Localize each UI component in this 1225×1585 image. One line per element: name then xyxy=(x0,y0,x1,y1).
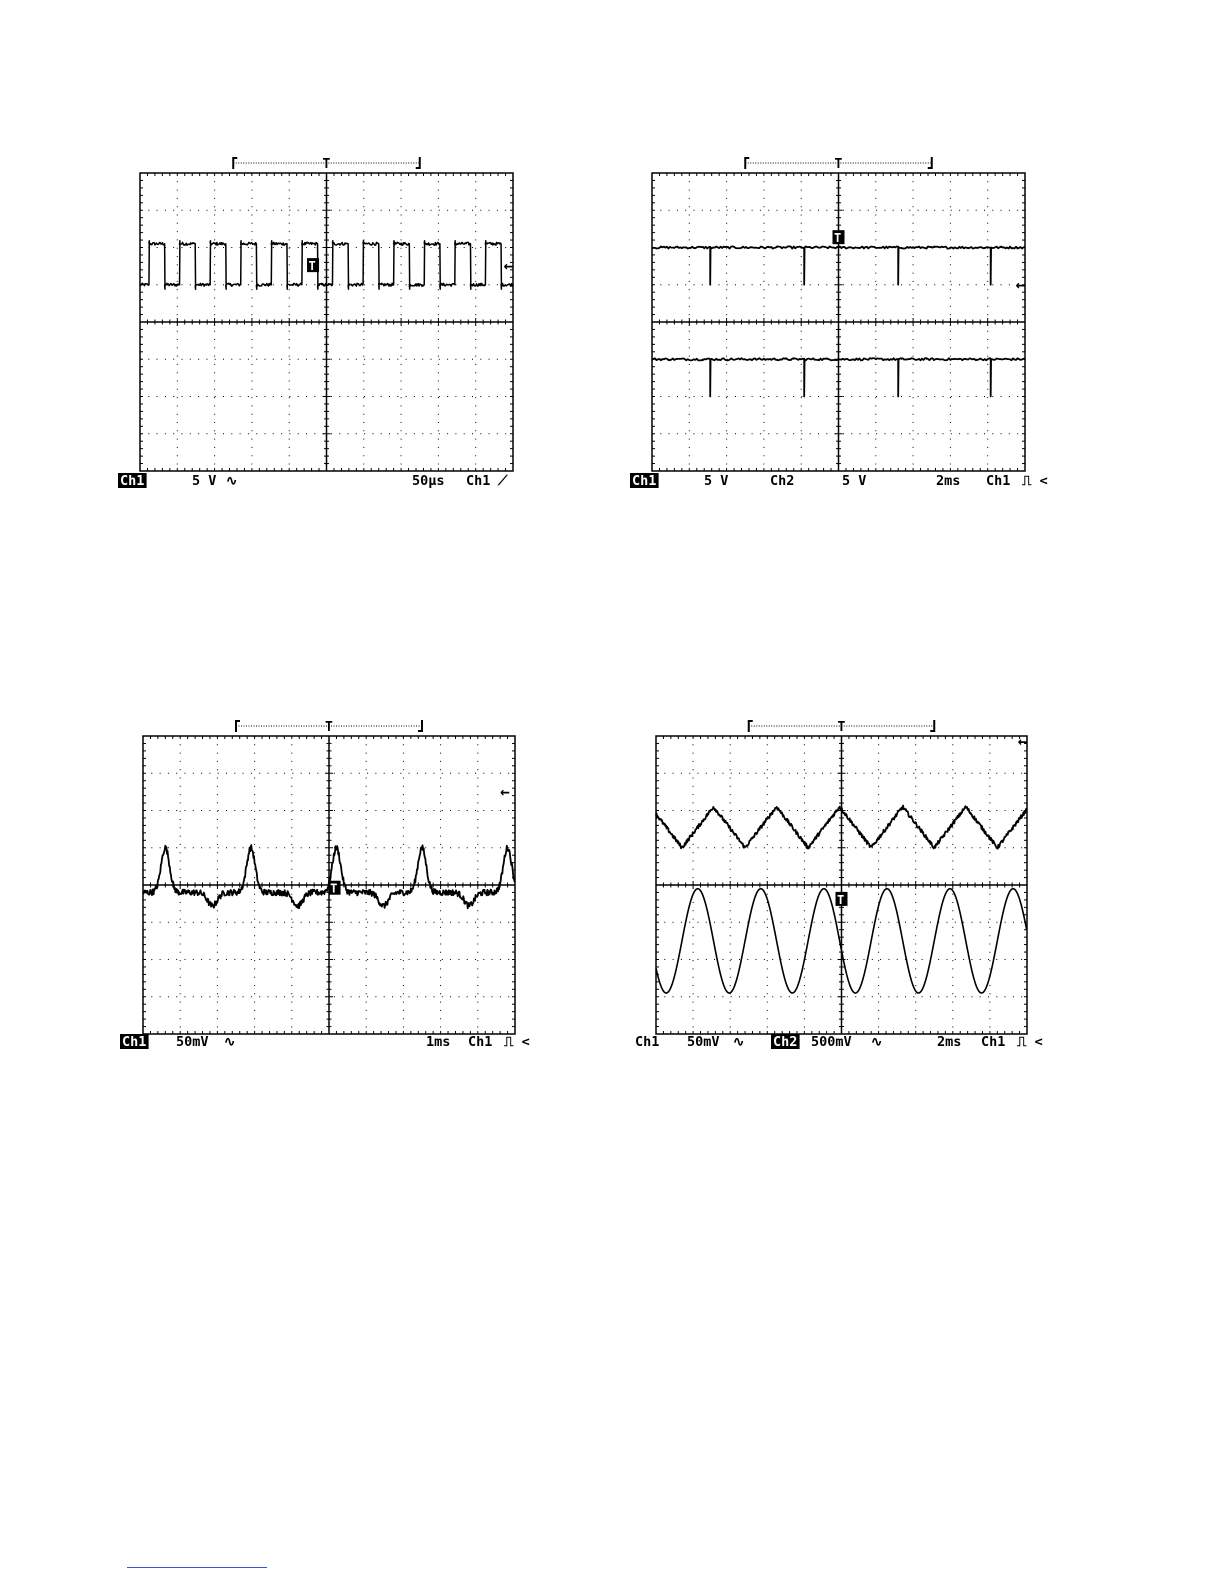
scope-3-trigger-level-marker xyxy=(329,881,341,896)
scope-2-svg xyxy=(630,155,1048,490)
scope-1-status-text: ⟋ xyxy=(498,473,508,489)
scope-2-status-text: Ch2 xyxy=(770,473,795,489)
scope-display-3 xyxy=(118,718,530,1053)
scope-1-ground-arrow-icon: ← xyxy=(503,256,514,276)
scope-2-status-text: 2ms xyxy=(936,473,961,489)
scope-1-svg xyxy=(118,155,523,490)
scope-4-status-text: Ch1 xyxy=(981,1034,1006,1050)
scope-2-status-text: ⎍ < xyxy=(1022,473,1048,489)
scope-4-status-text: Ch1 xyxy=(635,1034,660,1050)
scope-4-ground-arrow-icon: ← xyxy=(1017,731,1028,751)
scope-2-graticule xyxy=(652,173,1025,471)
scope-3-status-text: ∿ xyxy=(224,1034,236,1050)
scope-3-trigger-position-label: T xyxy=(325,720,333,735)
scope-2-trigger-position-label: T xyxy=(834,157,843,172)
scope-1-status-text: ∿ xyxy=(226,473,238,489)
svg-text:T: T xyxy=(330,881,338,896)
scope-3-status-text: 50mV xyxy=(176,1034,209,1050)
scope-3-status-text: Ch1 xyxy=(122,1034,147,1050)
scope-4-status-text: 50mV xyxy=(687,1034,720,1050)
scope-2-trigger-level-marker xyxy=(833,230,845,245)
scope-1-trigger-position-label: T xyxy=(322,157,331,172)
scope-display-1 xyxy=(118,155,523,490)
scope-3-ground-arrow-icon: ← xyxy=(500,781,510,801)
scope-2-status-text: 5 V xyxy=(842,473,867,489)
scope-display-2 xyxy=(630,155,1048,490)
scope-2-status-text: Ch1 xyxy=(632,473,657,489)
scope-1-status-bar xyxy=(118,473,509,489)
scope-3-trigger-bracket xyxy=(236,720,422,735)
scope-display-4 xyxy=(633,718,1045,1053)
scope-3-svg xyxy=(118,718,530,1053)
scope-1-status-text: 50µs xyxy=(412,473,445,489)
scope-4-status-text: 2ms xyxy=(937,1034,962,1050)
scope-4-status-text: ∿ xyxy=(871,1034,883,1050)
scope-4-graticule xyxy=(656,736,1027,1034)
scope-1-graticule xyxy=(140,173,513,471)
scope-3-status-text: 1ms xyxy=(426,1034,451,1050)
scope-4-status-text: ∿ xyxy=(733,1034,745,1050)
svg-text:T: T xyxy=(837,892,845,907)
svg-text:T: T xyxy=(308,259,316,274)
scope-4-status-bar xyxy=(635,1034,1043,1050)
scope-4-trigger-bracket xyxy=(749,720,935,735)
scope-3-status-bar xyxy=(120,1034,530,1050)
scope-1-status-text: 5 V xyxy=(192,473,217,489)
scope-2-status-text: 5 V xyxy=(704,473,729,489)
scope-2-status-bar xyxy=(630,473,1048,489)
scope-1-status-text: Ch1 xyxy=(120,473,145,489)
scope-4-status-text: ⎍ < xyxy=(1017,1034,1043,1050)
scope-2-ground-arrow-icon: ← xyxy=(1015,274,1026,294)
scope-3-status-text: ⎍ < xyxy=(504,1034,530,1050)
scope-3-status-text: Ch1 xyxy=(468,1034,493,1050)
scope-4-svg xyxy=(633,718,1045,1053)
svg-text:T: T xyxy=(834,231,842,246)
scope-1-trigger-bracket xyxy=(233,157,420,172)
scope-4-status-text: Ch2 xyxy=(773,1034,798,1050)
scope-4-trigger-position-label: T xyxy=(837,720,846,735)
scope-2-trigger-bracket xyxy=(745,157,932,172)
scope-2-status-text: Ch1 xyxy=(986,473,1011,489)
scope-4-status-text: 500mV xyxy=(811,1034,852,1050)
footnote-separator xyxy=(127,1567,267,1568)
scope-4-trigger-level-marker xyxy=(836,892,848,907)
scope-1-trigger-level-marker xyxy=(307,258,319,273)
scope-1-status-text: Ch1 xyxy=(466,473,491,489)
